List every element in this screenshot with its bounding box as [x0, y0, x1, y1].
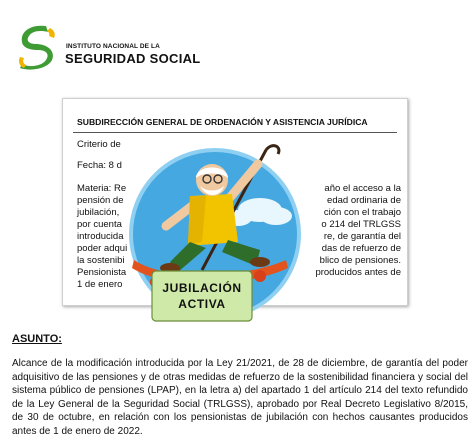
stamp-line-2: ACTIVA [178, 297, 226, 311]
document-heading: SUBDIRECCIÓN GENERAL DE ORDENACIÓN Y ASISTENCIA JURÍDICA [77, 117, 368, 127]
materia-left-line: Materia: Re [77, 183, 127, 194]
materia-left-line: introducida [77, 231, 124, 242]
materia-right-line: edad ordinaria de [327, 195, 401, 206]
asunto-body: Alcance de la modificación introducida por la Ley 21/2021, de 28 de diciembre, de garantía del poder adquisitivo de las pensiones y de otras medidas de refuerzo de la sostenibilidad financiera y social del sistema público de pensiones (LPAP), en la letra a) del apartado 1 del artículo 214 del texto refundido de la Ley General de la Seguridad Social (TRLGSS), aprobado por Real Decreto Legislativo 8/2015, de 30 de octubre, en relación con los pensionistas de jubilación con hechos causantes producidos antes de 1 de enero de 2022. [12, 358, 468, 437]
jubilacion-activa-stamp [150, 268, 254, 324]
materia-left-line: 1 de enero [77, 279, 123, 290]
materia-left-line: pensión de [77, 195, 124, 206]
materia-right-line: ción con el trabajo [323, 207, 401, 218]
criterio-line: Criterio de [77, 139, 121, 150]
materia-right-line: blico de pensiones. [319, 255, 401, 266]
logo-title-text: SEGURIDAD SOCIAL [65, 51, 201, 66]
materia-right-line: producidos antes de [315, 267, 401, 278]
stamp-line-1: JUBILACIÓN [162, 281, 242, 295]
materia-right-line: das de refuerzo de [321, 243, 401, 254]
inss-logo-icon [16, 22, 60, 70]
materia-left-line: por cuenta [77, 219, 122, 230]
fecha-line: Fecha: 8 d [77, 160, 122, 171]
heading-divider [73, 132, 397, 133]
materia-left-line: poder adqui [77, 243, 128, 254]
materia-right-line: año el acceso a la [324, 183, 401, 194]
asunto-label: ASUNTO: [12, 333, 62, 345]
inss-logo [14, 20, 204, 76]
materia-left-line: jubilación, [77, 207, 120, 218]
materia-left-line: Pensionista [77, 267, 127, 278]
materia-right-line: o 214 del TRLGSS [321, 219, 401, 230]
materia-right-line: re, de garantía del [323, 231, 401, 242]
logo-institute-text: INSTITUTO NACIONAL DE LA [66, 43, 160, 50]
materia-left-line: la sostenibi [77, 255, 125, 266]
